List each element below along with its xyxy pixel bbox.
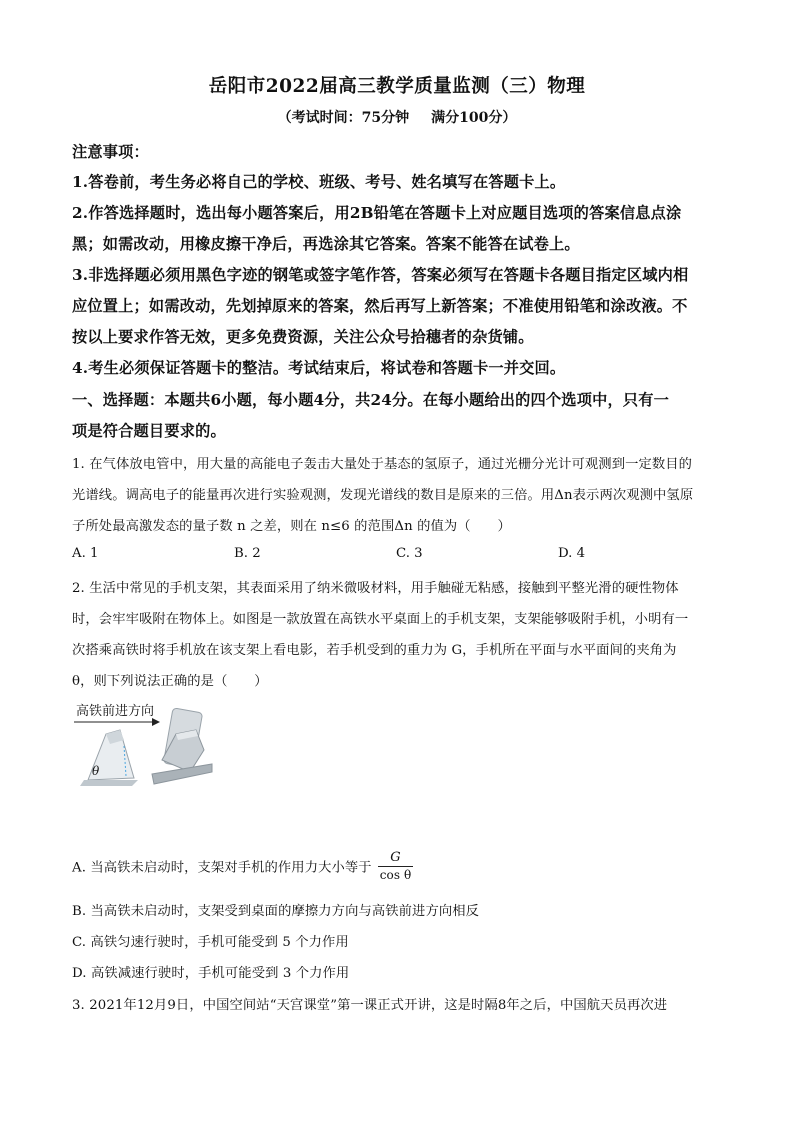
page-title: 岳阳市2022届高三教学质量监测（三）物理 <box>208 76 586 97</box>
notice-item-3-line-2: 应位置上；如需改动，先划掉原来的答案，然后再写上新答案；不准使用铅笔和涂改液。不 <box>72 297 688 315</box>
q2-line-2: 时，会牢牢吸附在物体上。如图是一款放置在高铁水平桌面上的手机支架，支架能够吸附手机，小明有一 <box>72 612 689 627</box>
notice-item-2-line-2: 黑；如需改动，用橡皮擦干净后，再选涂其它答案。答案不能答在试卷上。 <box>72 235 580 253</box>
notice-item-3-line-3: 按以上要求作答无效，更多免费资源，关注公众号拾穗者的杂货铺。 <box>72 328 534 346</box>
section-1-line-2: 项是符合题目要求的。 <box>72 422 226 440</box>
notice-item-2-line-1: 2.作答选择题时，选出每小题答案后，用2B铅笔在答题卡上对应题目选项的答案信息点涂 <box>72 204 682 222</box>
q2-line-1: 2. 生活中常见的手机支架，其表面采用了纳米微吸材料，用手触碰无粘感，接触到平整光滑的硬性物体 <box>72 581 679 596</box>
q2-line-3: 次搭乘高铁时将手机放在该支架上看电影，若手机受到的重力为 G，手机所在平面与水平面间的夹角为 <box>72 643 677 658</box>
q1-option-a: A. 1 <box>72 546 99 561</box>
q3-line-1: 3. 2021年12月9日，中国空间站“天宫课堂”第一课正式开讲，这是时隔8年之后，中国航天员再次进 <box>72 998 668 1013</box>
notice-item-4: 4.考生必须保证答题卡的整洁。考试结束后，将试卷和答题卡一并交回。 <box>72 359 566 377</box>
q1-option-b: B. 2 <box>234 546 261 561</box>
fraction-denominator: cos θ <box>379 868 412 882</box>
q2-option-b: B. 当高铁未启动时，支架受到桌面的摩擦力方向与高铁前进方向相反 <box>72 904 480 919</box>
exam-info <box>0 107 794 127</box>
q1-option-d: D. 4 <box>558 546 586 561</box>
q1-line-1: 1. 在气体放电管中，用大量的高能电子轰击大量处于基态的氢原子，通过光栅分光计可观测到一定数目的 <box>72 457 693 472</box>
exam-score: 满分100分） <box>431 110 517 126</box>
q1-option-c: C. 3 <box>396 546 423 561</box>
q2-line-4: θ，则下列说法正确的是（ ） <box>72 674 268 689</box>
exam-time: （考试时间：75分钟 <box>277 110 410 126</box>
fraction-numerator: G <box>378 849 414 867</box>
g-over-cos-theta-fraction <box>378 849 414 883</box>
notice-item-1: 1.答卷前，考生务必将自己的学校、班级、考号、姓名填写在答题卡上。 <box>72 173 566 191</box>
q2-option-a-text: A. 当高铁未启动时，支架对手机的作用力大小等于 <box>72 860 372 876</box>
q1-line-2: 光谱线。调高电子的能量再次进行实验观测，发现光谱线的数目是原来的三倍。用Δn表示两次观测中氢原 <box>72 488 694 503</box>
q2-option-d: D. 高铁减速行驶时，手机可能受到 3 个力作用 <box>72 966 350 981</box>
angle-theta-label: θ <box>92 764 100 778</box>
section-1-line-1: 一、选择题：本题共6小题，每小题4分，共24分。在每小题给出的四个选项中，只有一 <box>72 391 670 409</box>
figure-caption: 高铁前进方向 <box>76 704 155 719</box>
q2-option-c: C. 高铁匀速行驶时，手机可能受到 5 个力作用 <box>72 935 349 950</box>
q2-option-a <box>72 851 413 885</box>
notice-heading: 注意事项： <box>72 143 149 161</box>
notice-item-3-line-1: 3.非选择题必须用黑色字迹的钢笔或签字笔作答，答案必须写在答题卡各题目指定区域内相 <box>72 266 689 284</box>
phone-stand-figure <box>72 700 232 790</box>
q1-line-3: 子所处最高激发态的量子数 n 之差，则在 n≤6 的范围Δn 的值为（ ） <box>72 519 511 534</box>
